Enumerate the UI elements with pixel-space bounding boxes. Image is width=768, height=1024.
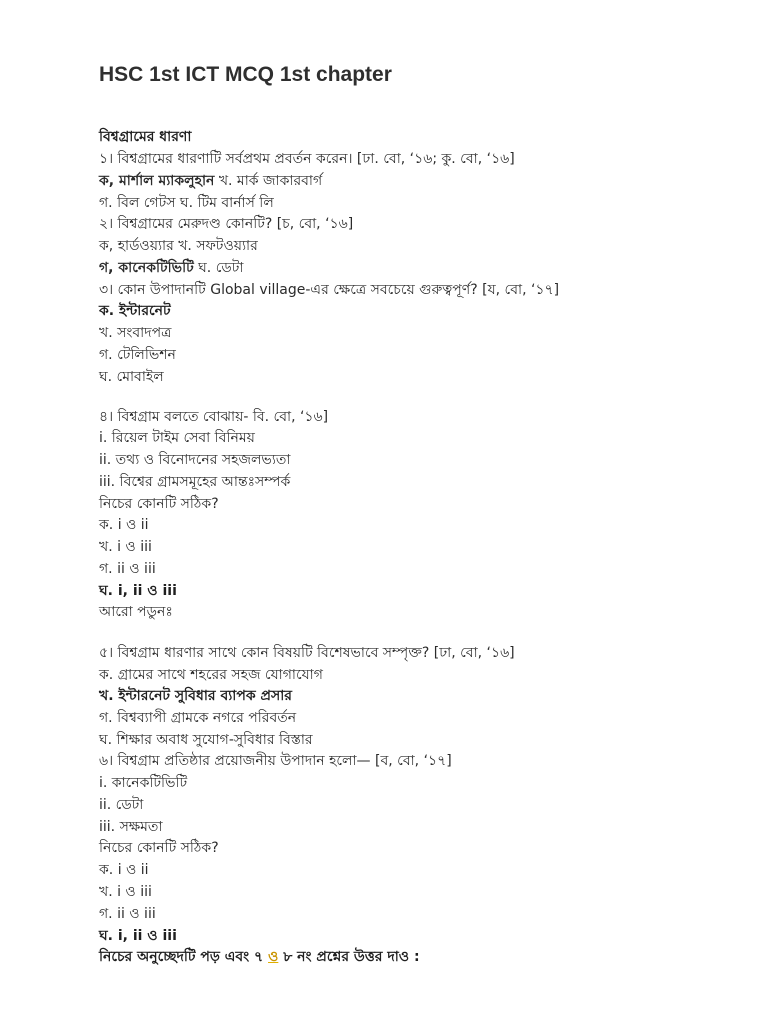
q4-option-ka: ক. i ও ii <box>99 517 149 533</box>
question-1: ১। বিশ্বগ্রামের ধারণাটি সর্বপ্রথম প্রবর্তন করেন। [ঢা. বাে, ‘১৬; কু. বাে, ‘১৬] <box>99 151 515 167</box>
q1-options-row-2: গ. বিল গেটস ঘ. টিম বার্নার্স লি <box>99 195 274 211</box>
passage-instruction-end: ৮ নং প্রশ্নের উত্তর দাও : <box>278 949 420 965</box>
q3-option-gha: ঘ. মােবাইল <box>99 369 164 385</box>
q5-correct-option: খ. ইন্টারনেট সুবিধার ব্যাপক প্রসার <box>99 688 292 704</box>
q6-correct-option: ঘ. i, ii ও iii <box>99 928 177 944</box>
question-5: ৫। বিশ্বগ্রাম ধারণার সাথে কোন বিষয়টি বিশেষভাবে সম্পৃক্ত? [ঢা, বাে, ‘১৬] <box>99 645 515 661</box>
q3-option-ga: গ. টেলিভিশন <box>99 347 176 363</box>
passage-instruction <box>99 947 420 967</box>
question-4: ৪। বিশ্বগ্রাম বলতে বােঝায়- বি. বাে, ‘১৬] <box>99 409 329 425</box>
q2-options-row-1: ক, হার্ডওয়্যার খ. সফটওয়্যার <box>99 238 258 254</box>
q6-statement-iii: iii. সক্ষমতা <box>99 819 163 835</box>
question-2: ২। বিশ্বগ্রামের মেরুদণ্ড কোনটি? [চ, বাে, ‘১৬] <box>99 216 354 232</box>
q1-correct-option: ক, মার্শাল ম্যাকলুহান <box>99 173 215 189</box>
page-title: HSC 1st ICT MCQ 1st chapter <box>99 63 392 86</box>
q5-option-ga: গ. বিশ্বব্যাপী গ্রামকে নগরে পরিবর্তন <box>99 710 297 726</box>
q2-correct-option: গ, কানেকটিভিটি <box>99 260 194 276</box>
q6-statement-ii: ii. ডেটা <box>99 797 144 813</box>
q4-statement-ii: ii. তথ্য ও বিনােদনের সহজলভ্যতা <box>99 452 291 468</box>
q4-statement-i: i. রিয়েল টাইম সেবা বিনিময় <box>99 430 255 446</box>
q4-option-kha: খ. i ও iii <box>99 539 152 555</box>
q1-option-kha: খ. মার্ক জাকারবার্গ <box>218 173 323 189</box>
q5-option-ka: ক. গ্রামের সাথে শহরের সহজ যােগাযােগ <box>99 667 323 683</box>
q6-prompt: নিচের কোনটি সঠিক? <box>99 840 219 856</box>
question-3: ৩। কোন উপাদানটি Global village-এর ক্ষেত্রে সবচেয়ে গুরুত্বপূর্ণ? [য, বাে, ‘১৭] <box>99 282 560 298</box>
question-6: ৬। বিশ্বগ্রাম প্রতিষ্ঠার প্রয়ােজনীয় উপাদান হলাে— [ব, বাে, ‘১৭] <box>99 753 452 769</box>
section-heading: বিশ্বগ্রামের ধারণা <box>99 129 192 145</box>
passage-instruction-start: নিচের অনুচ্ছেদটি পড় এবং ৭ <box>99 949 269 965</box>
q5-option-gha: ঘ. শিক্ষার অবাধ সুযােগ-সুবিধার বিস্তার <box>99 732 313 748</box>
q6-option-ka: ক. i ও ii <box>99 862 149 878</box>
q1-options-row-1 <box>99 171 322 191</box>
q6-option-kha: খ. i ও iii <box>99 884 152 900</box>
q6-option-ga: গ. ii ও iii <box>99 906 156 922</box>
q4-statement-iii: iii. বিশ্বের গ্রামসমূহের আন্তঃসম্পর্ক <box>99 474 291 490</box>
highlighted-link[interactable]: ও <box>268 949 279 965</box>
q3-option-kha: খ. সংবাদপত্র <box>99 325 172 341</box>
q6-statement-i: i. কানেকটিভিটি <box>99 775 188 791</box>
q2-option-gha: ঘ. ডেটা <box>198 260 244 276</box>
q2-options-row-2 <box>99 258 243 278</box>
q4-prompt: নিচের কোনটি সঠিক? <box>99 496 219 512</box>
q4-correct-option: ঘ. i, ii ও iii <box>99 583 177 599</box>
read-more-link[interactable]: আরো পডুনঃ <box>99 604 173 620</box>
q4-option-ga: গ. ii ও iii <box>99 561 156 577</box>
q3-correct-option: ক. ইন্টারনেট <box>99 303 171 319</box>
